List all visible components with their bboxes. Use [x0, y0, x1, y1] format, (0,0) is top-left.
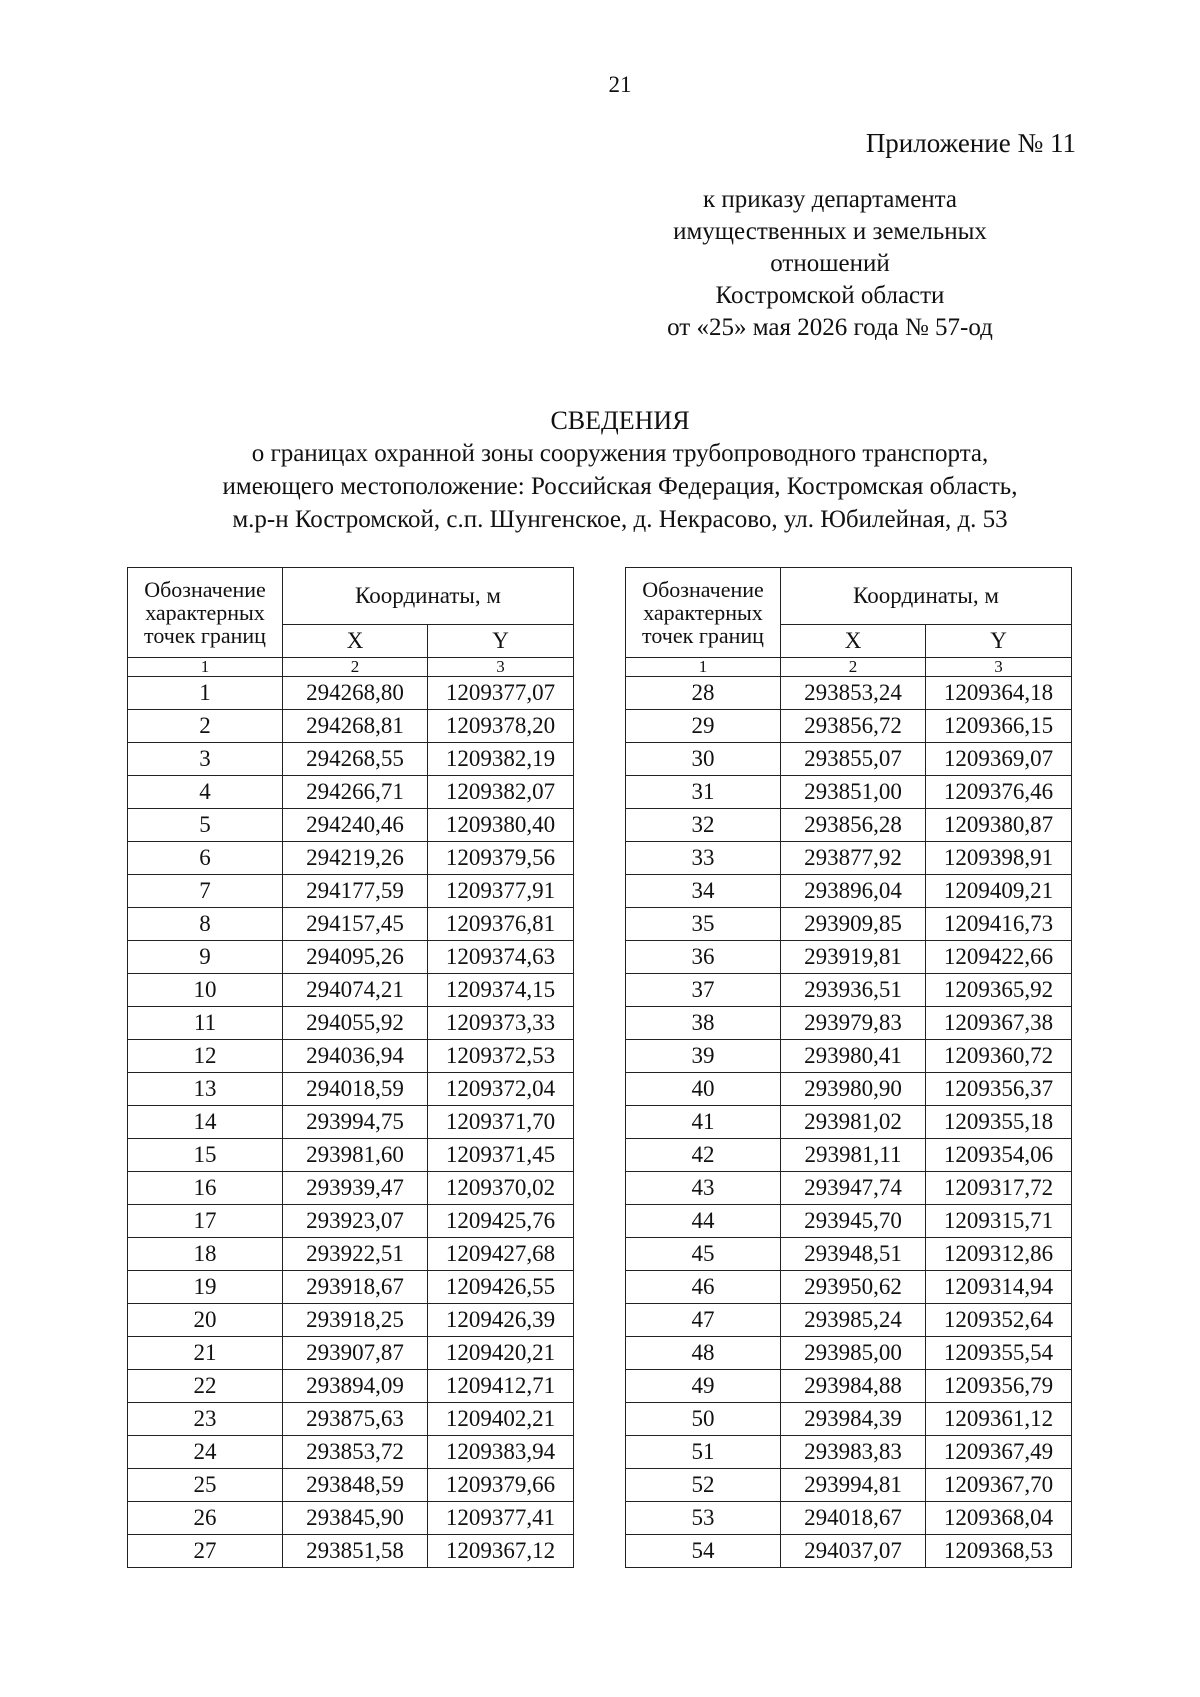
y-coordinate-cell: 1209356,79 — [926, 1370, 1072, 1403]
table-row — [626, 1337, 1072, 1370]
table-row — [128, 1205, 574, 1238]
x-coordinate-cell: 293947,74 — [781, 1172, 926, 1205]
point-number-cell: 23 — [128, 1403, 283, 1436]
table-row — [128, 1304, 574, 1337]
y-coordinate-cell: 1209360,72 — [926, 1040, 1072, 1073]
table-body — [128, 677, 574, 1568]
y-coordinate-cell: 1209420,21 — [428, 1337, 574, 1370]
x-coordinate-cell: 293896,04 — [781, 875, 926, 908]
header-column-number: 3 — [428, 658, 574, 677]
point-number-cell: 9 — [128, 941, 283, 974]
x-coordinate-cell: 293919,81 — [781, 941, 926, 974]
point-number-cell: 2 — [128, 710, 283, 743]
point-number-cell: 44 — [626, 1205, 781, 1238]
y-coordinate-cell: 1209412,71 — [428, 1370, 574, 1403]
point-number-cell: 53 — [626, 1502, 781, 1535]
heading-line: о границах охранной зоны сооружения трубопроводного транспорта, — [251, 440, 989, 467]
point-number-cell: 35 — [626, 908, 781, 941]
table-row — [128, 743, 574, 776]
header-column-number: 3 — [926, 658, 1072, 677]
x-coordinate-cell: 294018,67 — [781, 1502, 926, 1535]
y-coordinate-cell: 1209352,64 — [926, 1304, 1072, 1337]
point-number-cell: 51 — [626, 1436, 781, 1469]
heading-line: имеющего местоположение: Российская Федерация, Костромская область, — [222, 473, 1018, 500]
y-coordinate-cell: 1209371,45 — [428, 1139, 574, 1172]
y-coordinate-cell: 1209355,18 — [926, 1106, 1072, 1139]
y-coordinate-cell: 1209398,91 — [926, 842, 1072, 875]
y-coordinate-cell: 1209383,94 — [428, 1436, 574, 1469]
y-coordinate-cell: 1209376,46 — [926, 776, 1072, 809]
x-coordinate-cell: 293985,24 — [781, 1304, 926, 1337]
x-coordinate-cell: 294095,26 — [283, 941, 428, 974]
table-row — [128, 1139, 574, 1172]
x-coordinate-cell: 293936,51 — [781, 974, 926, 1007]
point-number-cell: 29 — [626, 710, 781, 743]
table-row — [128, 1436, 574, 1469]
point-number-cell: 45 — [626, 1238, 781, 1271]
table-row — [128, 710, 574, 743]
header-coordinates: Координаты, м — [781, 568, 1072, 625]
table-row — [626, 776, 1072, 809]
y-coordinate-cell: 1209382,07 — [428, 776, 574, 809]
table-row — [626, 1535, 1072, 1568]
table-row — [128, 974, 574, 1007]
point-number-cell: 3 — [128, 743, 283, 776]
x-coordinate-cell: 293853,24 — [781, 677, 926, 710]
point-number-cell: 10 — [128, 974, 283, 1007]
x-coordinate-cell: 294055,92 — [283, 1007, 428, 1040]
point-number-cell: 20 — [128, 1304, 283, 1337]
point-number-cell: 34 — [626, 875, 781, 908]
header-column-number: 2 — [781, 658, 926, 677]
x-coordinate-cell: 293939,47 — [283, 1172, 428, 1205]
y-coordinate-cell: 1209426,55 — [428, 1271, 574, 1304]
table-body — [626, 677, 1072, 1568]
y-coordinate-cell: 1209427,68 — [428, 1238, 574, 1271]
x-coordinate-cell: 293950,62 — [781, 1271, 926, 1304]
y-coordinate-cell: 1209356,37 — [926, 1073, 1072, 1106]
x-coordinate-cell: 293877,92 — [781, 842, 926, 875]
point-number-cell: 19 — [128, 1271, 283, 1304]
point-number-cell: 31 — [626, 776, 781, 809]
y-coordinate-cell: 1209426,39 — [428, 1304, 574, 1337]
x-coordinate-cell: 293894,09 — [283, 1370, 428, 1403]
x-coordinate-cell: 293922,51 — [283, 1238, 428, 1271]
table-row — [626, 1370, 1072, 1403]
x-coordinate-cell: 293856,28 — [781, 809, 926, 842]
y-coordinate-cell: 1209312,86 — [926, 1238, 1072, 1271]
y-coordinate-cell: 1209373,33 — [428, 1007, 574, 1040]
y-coordinate-cell: 1209409,21 — [926, 875, 1072, 908]
y-coordinate-cell: 1209377,07 — [428, 677, 574, 710]
table-row — [128, 875, 574, 908]
y-coordinate-cell: 1209376,81 — [428, 908, 574, 941]
header-x: X — [283, 625, 428, 658]
table-row — [626, 1205, 1072, 1238]
x-coordinate-cell: 293983,83 — [781, 1436, 926, 1469]
y-coordinate-cell: 1209365,92 — [926, 974, 1072, 1007]
header-column-number: 1 — [626, 658, 781, 677]
point-number-cell: 14 — [128, 1106, 283, 1139]
table-row — [128, 1040, 574, 1073]
point-number-cell: 47 — [626, 1304, 781, 1337]
header-x: X — [781, 625, 926, 658]
table-row — [128, 941, 574, 974]
point-number-cell: 54 — [626, 1535, 781, 1568]
y-coordinate-cell: 1209402,21 — [428, 1403, 574, 1436]
y-coordinate-cell: 1209367,49 — [926, 1436, 1072, 1469]
x-coordinate-cell: 293979,83 — [781, 1007, 926, 1040]
x-coordinate-cell: 294037,07 — [781, 1535, 926, 1568]
point-number-cell: 49 — [626, 1370, 781, 1403]
x-coordinate-cell: 293980,90 — [781, 1073, 926, 1106]
y-coordinate-cell: 1209377,41 — [428, 1502, 574, 1535]
x-coordinate-cell: 294036,94 — [283, 1040, 428, 1073]
x-coordinate-cell: 293980,41 — [781, 1040, 926, 1073]
table-row — [626, 974, 1072, 1007]
table-row — [128, 1370, 574, 1403]
y-coordinate-cell: 1209371,70 — [428, 1106, 574, 1139]
x-coordinate-cell: 294266,71 — [283, 776, 428, 809]
x-coordinate-cell: 293918,25 — [283, 1304, 428, 1337]
y-coordinate-cell: 1209377,91 — [428, 875, 574, 908]
order-reference — [620, 184, 1040, 344]
x-coordinate-cell: 294074,21 — [283, 974, 428, 1007]
point-number-cell: 42 — [626, 1139, 781, 1172]
y-coordinate-cell: 1209314,94 — [926, 1271, 1072, 1304]
x-coordinate-cell: 293856,72 — [781, 710, 926, 743]
point-number-cell: 6 — [128, 842, 283, 875]
order-line: отношений — [770, 250, 890, 277]
x-coordinate-cell: 293875,63 — [283, 1403, 428, 1436]
table-row — [128, 908, 574, 941]
table-row — [626, 1106, 1072, 1139]
y-coordinate-cell: 1209425,76 — [428, 1205, 574, 1238]
table-row — [626, 875, 1072, 908]
header-y: Y — [926, 625, 1072, 658]
point-number-cell: 37 — [626, 974, 781, 1007]
table-row — [626, 1271, 1072, 1304]
header-point-designation: Обозначение характерных точек границ — [128, 568, 283, 658]
x-coordinate-cell: 293981,60 — [283, 1139, 428, 1172]
y-coordinate-cell: 1209372,04 — [428, 1073, 574, 1106]
y-coordinate-cell: 1209374,15 — [428, 974, 574, 1007]
appendix-label: Приложение № 11 — [865, 128, 1076, 158]
x-coordinate-cell: 293984,88 — [781, 1370, 926, 1403]
x-coordinate-cell: 294268,81 — [283, 710, 428, 743]
table-row — [128, 776, 574, 809]
point-number-cell: 18 — [128, 1238, 283, 1271]
table-row — [626, 1304, 1072, 1337]
table-row — [626, 1502, 1072, 1535]
y-coordinate-cell: 1209379,56 — [428, 842, 574, 875]
y-coordinate-cell: 1209355,54 — [926, 1337, 1072, 1370]
y-coordinate-cell: 1209366,15 — [926, 710, 1072, 743]
order-line: Костромской области — [715, 282, 945, 309]
y-coordinate-cell: 1209372,53 — [428, 1040, 574, 1073]
y-coordinate-cell: 1209416,73 — [926, 908, 1072, 941]
y-coordinate-cell: 1209379,66 — [428, 1469, 574, 1502]
point-number-cell: 21 — [128, 1337, 283, 1370]
x-coordinate-cell: 294240,46 — [283, 809, 428, 842]
coordinates-table-right — [625, 567, 1072, 1568]
x-coordinate-cell: 293851,58 — [283, 1535, 428, 1568]
x-coordinate-cell: 293855,07 — [781, 743, 926, 776]
y-coordinate-cell: 1209367,70 — [926, 1469, 1072, 1502]
table-row — [626, 842, 1072, 875]
point-number-cell: 26 — [128, 1502, 283, 1535]
table-row — [626, 1040, 1072, 1073]
y-coordinate-cell: 1209374,63 — [428, 941, 574, 974]
table-row — [128, 842, 574, 875]
x-coordinate-cell: 293981,11 — [781, 1139, 926, 1172]
point-number-cell: 24 — [128, 1436, 283, 1469]
point-number-cell: 30 — [626, 743, 781, 776]
table-row — [626, 1172, 1072, 1205]
y-coordinate-cell: 1209367,12 — [428, 1535, 574, 1568]
header-column-number: 2 — [283, 658, 428, 677]
table-row — [626, 743, 1072, 776]
y-coordinate-cell: 1209378,20 — [428, 710, 574, 743]
point-number-cell: 52 — [626, 1469, 781, 1502]
order-line: имущественных и земельных — [673, 218, 987, 245]
point-number-cell: 28 — [626, 677, 781, 710]
point-number-cell: 5 — [128, 809, 283, 842]
table-row — [626, 1238, 1072, 1271]
table-row — [128, 1502, 574, 1535]
y-coordinate-cell: 1209370,02 — [428, 1172, 574, 1205]
header-column-number: 1 — [128, 658, 283, 677]
x-coordinate-cell: 293994,81 — [781, 1469, 926, 1502]
x-coordinate-cell: 293948,51 — [781, 1238, 926, 1271]
point-number-cell: 36 — [626, 941, 781, 974]
x-coordinate-cell: 294268,80 — [283, 677, 428, 710]
point-number-cell: 15 — [128, 1139, 283, 1172]
point-number-cell: 33 — [626, 842, 781, 875]
x-coordinate-cell: 293909,85 — [781, 908, 926, 941]
table-row — [128, 1073, 574, 1106]
x-coordinate-cell: 293945,70 — [781, 1205, 926, 1238]
table-row — [626, 1469, 1072, 1502]
point-number-cell: 40 — [626, 1073, 781, 1106]
table-row — [626, 1007, 1072, 1040]
x-coordinate-cell: 294157,45 — [283, 908, 428, 941]
table-row — [128, 677, 574, 710]
x-coordinate-cell: 294177,59 — [283, 875, 428, 908]
x-coordinate-cell: 293853,72 — [283, 1436, 428, 1469]
y-coordinate-cell: 1209354,06 — [926, 1139, 1072, 1172]
point-number-cell: 43 — [626, 1172, 781, 1205]
point-number-cell: 11 — [128, 1007, 283, 1040]
y-coordinate-cell: 1209380,87 — [926, 809, 1072, 842]
point-number-cell: 8 — [128, 908, 283, 941]
table-row — [626, 710, 1072, 743]
table-row — [626, 1403, 1072, 1436]
header-coordinates: Координаты, м — [283, 568, 574, 625]
x-coordinate-cell: 293851,00 — [781, 776, 926, 809]
y-coordinate-cell: 1209368,04 — [926, 1502, 1072, 1535]
table-row — [128, 1535, 574, 1568]
heading-line: м.р-н Костромской, с.п. Шунгенское, д. Некрасово, ул. Юбилейная, д. 53 — [232, 506, 1008, 533]
point-number-cell: 50 — [626, 1403, 781, 1436]
table-row — [626, 1436, 1072, 1469]
order-line: от «25» мая 2026 года № 57-од — [667, 314, 993, 341]
y-coordinate-cell: 1209367,38 — [926, 1007, 1072, 1040]
y-coordinate-cell: 1209364,18 — [926, 677, 1072, 710]
y-coordinate-cell: 1209317,72 — [926, 1172, 1072, 1205]
table-row — [128, 1337, 574, 1370]
point-number-cell: 38 — [626, 1007, 781, 1040]
table-row — [128, 809, 574, 842]
point-number-cell: 46 — [626, 1271, 781, 1304]
point-number-cell: 7 — [128, 875, 283, 908]
x-coordinate-cell: 293981,02 — [781, 1106, 926, 1139]
document-heading — [100, 404, 1140, 536]
table-row — [128, 1403, 574, 1436]
page-number: 21 — [608, 72, 632, 97]
point-number-cell: 1 — [128, 677, 283, 710]
table-row — [626, 1139, 1072, 1172]
point-number-cell: 25 — [128, 1469, 283, 1502]
y-coordinate-cell: 1209422,66 — [926, 941, 1072, 974]
x-coordinate-cell: 294018,59 — [283, 1073, 428, 1106]
table-row — [626, 809, 1072, 842]
table-row — [128, 1271, 574, 1304]
table-row — [128, 1106, 574, 1139]
y-coordinate-cell: 1209369,07 — [926, 743, 1072, 776]
table-row — [626, 1073, 1072, 1106]
table-row — [128, 1469, 574, 1502]
x-coordinate-cell: 293985,00 — [781, 1337, 926, 1370]
point-number-cell: 12 — [128, 1040, 283, 1073]
point-number-cell: 22 — [128, 1370, 283, 1403]
point-number-cell: 16 — [128, 1172, 283, 1205]
x-coordinate-cell: 294268,55 — [283, 743, 428, 776]
x-coordinate-cell: 293918,67 — [283, 1271, 428, 1304]
x-coordinate-cell: 293848,59 — [283, 1469, 428, 1502]
point-number-cell: 13 — [128, 1073, 283, 1106]
table-row — [626, 908, 1072, 941]
x-coordinate-cell: 293984,39 — [781, 1403, 926, 1436]
table-row — [626, 941, 1072, 974]
table-row — [128, 1172, 574, 1205]
table-row — [128, 1238, 574, 1271]
heading-title: СВЕДЕНИЯ — [550, 406, 690, 435]
x-coordinate-cell: 293845,90 — [283, 1502, 428, 1535]
point-number-cell: 32 — [626, 809, 781, 842]
point-number-cell: 17 — [128, 1205, 283, 1238]
point-number-cell: 39 — [626, 1040, 781, 1073]
header-point-designation: Обозначение характерных точек границ — [626, 568, 781, 658]
coordinates-table-left — [127, 567, 574, 1568]
x-coordinate-cell: 293907,87 — [283, 1337, 428, 1370]
y-coordinate-cell: 1209361,12 — [926, 1403, 1072, 1436]
point-number-cell: 48 — [626, 1337, 781, 1370]
header-y: Y — [428, 625, 574, 658]
x-coordinate-cell: 293994,75 — [283, 1106, 428, 1139]
order-line: к приказу департамента — [702, 186, 958, 213]
point-number-cell: 27 — [128, 1535, 283, 1568]
y-coordinate-cell: 1209368,53 — [926, 1535, 1072, 1568]
y-coordinate-cell: 1209315,71 — [926, 1205, 1072, 1238]
point-number-cell: 41 — [626, 1106, 781, 1139]
x-coordinate-cell: 293923,07 — [283, 1205, 428, 1238]
point-number-cell: 4 — [128, 776, 283, 809]
y-coordinate-cell: 1209380,40 — [428, 809, 574, 842]
x-coordinate-cell: 294219,26 — [283, 842, 428, 875]
y-coordinate-cell: 1209382,19 — [428, 743, 574, 776]
table-row — [626, 677, 1072, 710]
table-row — [128, 1007, 574, 1040]
